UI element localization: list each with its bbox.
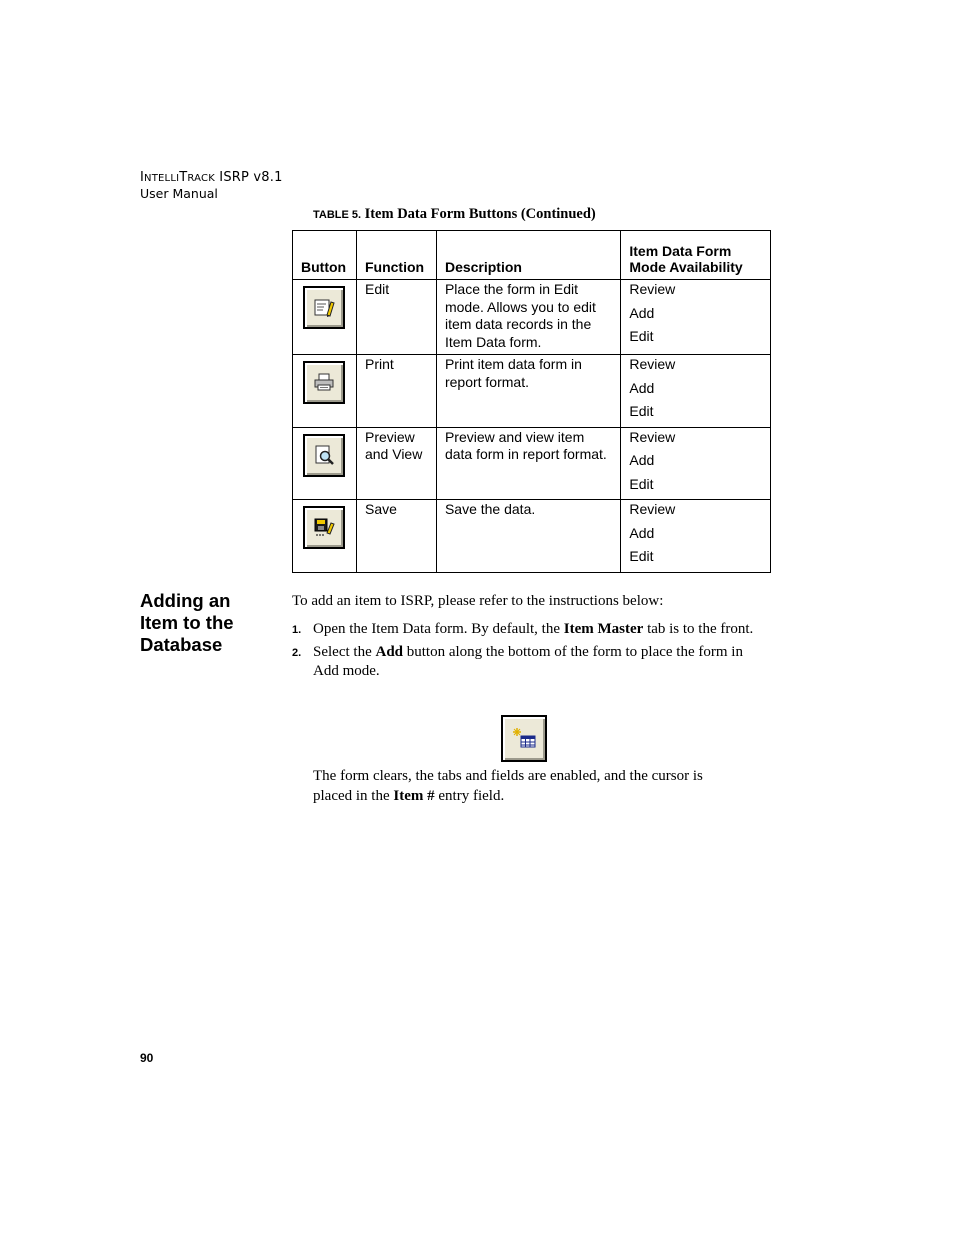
- product-smallcaps-1: NTELLI: [144, 173, 180, 184]
- table-row: [293, 427, 771, 500]
- step-text-pre: Select the: [313, 643, 376, 660]
- modes-cell: [621, 280, 771, 355]
- product-name: [140, 170, 283, 185]
- table-row: [293, 355, 771, 428]
- manual-name: User Manual: [140, 186, 218, 201]
- add-button: [501, 715, 547, 762]
- button-cell: [293, 427, 357, 500]
- step-number: 1.: [292, 623, 302, 636]
- result-paragraph: [313, 767, 743, 806]
- table-row: [293, 280, 771, 355]
- step-number: 2.: [292, 646, 302, 659]
- product-cap-2: T: [179, 170, 188, 185]
- header-description: Description: [436, 231, 620, 280]
- running-header: [140, 170, 283, 201]
- mode-add: Add: [629, 379, 655, 396]
- button-cell: [293, 355, 357, 428]
- mode-edit: Edit: [629, 328, 654, 344]
- product-version: ISRP v8.1: [214, 170, 283, 185]
- function-cell: Save: [356, 500, 436, 573]
- add-button-illustration: [501, 715, 547, 767]
- step-text-post: tab is to the front.: [643, 620, 754, 637]
- modes-cell: [621, 355, 771, 428]
- preview-button: [303, 434, 345, 477]
- function-cell: Preview and View: [356, 427, 436, 500]
- save-button: [303, 506, 345, 549]
- section-body: [292, 592, 762, 685]
- mode-add: Add: [629, 524, 655, 541]
- edit-icon: [313, 296, 335, 318]
- description-cell: Place the form in Edit mode. Allows you to edit item data records in the Item Data form.: [436, 280, 620, 355]
- result-text-pre: The form clears, the tabs and fields are enabled, and the cursor is placed in the: [313, 768, 703, 804]
- function-cell: Print: [356, 355, 436, 428]
- print-icon: [313, 371, 335, 393]
- step-text-pre: Open the Item Data form. By default, the: [313, 620, 564, 637]
- function-cell: Edit: [356, 280, 436, 355]
- table-caption-title: Item Data Form Buttons (Continued): [364, 206, 596, 222]
- mode-edit: Edit: [629, 403, 654, 419]
- page-number: 90: [140, 1051, 154, 1065]
- result-text-post: entry field.: [434, 787, 505, 804]
- button-cell: [293, 280, 357, 355]
- modes-cell: [621, 427, 771, 500]
- header-function: Function: [356, 231, 436, 280]
- step-text-bold: Item Master: [563, 620, 644, 637]
- item-data-form-buttons-table: [292, 230, 771, 573]
- mode-edit: Edit: [629, 548, 654, 564]
- header-mode-availability: Item Data Form Mode Availability: [621, 231, 771, 280]
- list-item: [292, 643, 762, 682]
- table-caption-label: TABLE 5.: [313, 209, 362, 221]
- add-record-icon: [513, 727, 537, 751]
- mode-add: Add: [629, 304, 655, 321]
- section-heading: Adding an Item to the Database: [140, 590, 234, 655]
- mode-review: Review: [629, 281, 676, 297]
- description-cell: Save the data.: [436, 500, 620, 573]
- steps-list: [292, 620, 762, 682]
- save-icon: [313, 516, 335, 538]
- mode-review: Review: [629, 428, 676, 445]
- table-header-row: [293, 231, 771, 280]
- description-cell: Preview and view item data form in report format.: [436, 427, 620, 500]
- description-cell: Print item data form in report format.: [436, 355, 620, 428]
- product-smallcaps-2: RACK: [187, 173, 215, 184]
- result-text-bold: Item #: [393, 787, 435, 804]
- header-button: Button: [293, 231, 357, 280]
- list-item: [292, 620, 762, 640]
- table-caption: [313, 206, 596, 223]
- modes-cell: [621, 500, 771, 573]
- step-text-post: button along the bottom of the form to place the form in Add mode.: [313, 643, 743, 679]
- button-cell: [293, 500, 357, 573]
- product-cap-1: I: [140, 170, 145, 185]
- edit-button: [303, 286, 345, 329]
- table-row: [293, 500, 771, 573]
- mode-edit: Edit: [629, 475, 654, 492]
- mode-review: Review: [629, 356, 676, 372]
- mode-review: Review: [629, 501, 676, 517]
- mode-add: Add: [629, 452, 655, 468]
- preview-icon: [313, 444, 335, 466]
- print-button: [303, 361, 345, 404]
- intro-paragraph: To add an item to ISRP, please refer to the instructions below:: [292, 593, 664, 609]
- step-text-bold: Add: [375, 643, 404, 660]
